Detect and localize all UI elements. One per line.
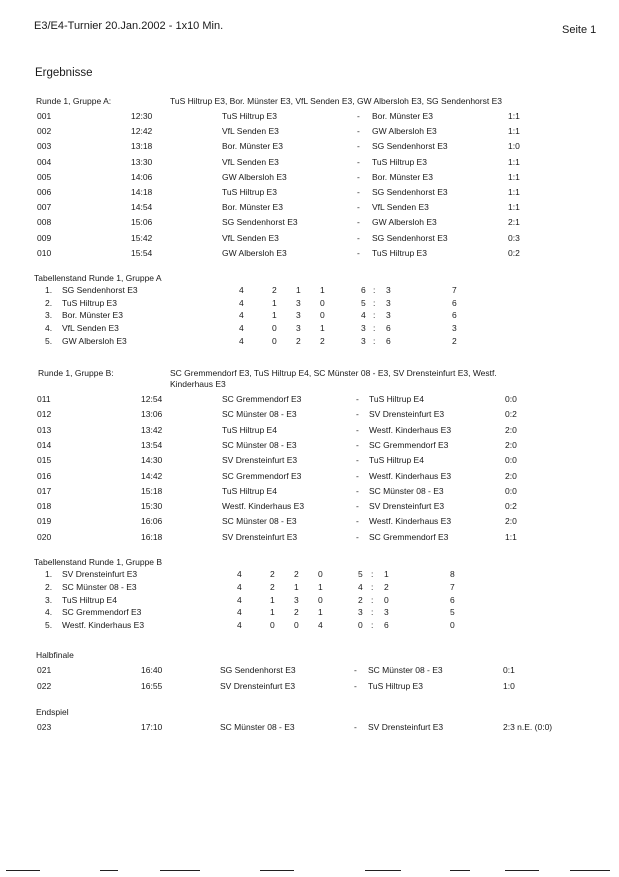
standings-goals-against: 2 bbox=[384, 581, 389, 592]
match-score: 1:1 bbox=[508, 126, 520, 137]
standings-draws: 0 bbox=[294, 620, 299, 631]
match-score: 2:0 bbox=[505, 424, 517, 435]
scan-artifact bbox=[160, 870, 200, 871]
home-team: SV Drensteinfurt E3 bbox=[220, 680, 296, 691]
away-team: TuS Hiltrup E4 bbox=[369, 455, 424, 466]
standings-losses: 1 bbox=[318, 581, 323, 592]
match-row bbox=[0, 111, 619, 125]
standings-wins: 1 bbox=[272, 310, 277, 321]
home-team: Bor. Münster E3 bbox=[222, 202, 283, 213]
match-score: 0:3 bbox=[508, 232, 520, 243]
scan-artifact bbox=[450, 870, 470, 871]
match-row bbox=[0, 187, 619, 201]
away-team: TuS Hiltrup E4 bbox=[369, 394, 424, 404]
standings-row bbox=[0, 620, 619, 634]
standings-rank: 3. bbox=[45, 310, 53, 321]
final-label: Endspiel bbox=[36, 707, 69, 717]
standings-draws: 3 bbox=[296, 323, 301, 334]
match-number: 012 bbox=[37, 409, 52, 420]
scan-artifact bbox=[6, 870, 40, 871]
match-score: 2:3 n.E. (0:0) bbox=[503, 722, 553, 732]
match-row bbox=[0, 233, 619, 247]
standings-points: 6 bbox=[452, 310, 457, 321]
match-number: 009 bbox=[37, 232, 52, 243]
match-separator: - bbox=[354, 722, 357, 732]
match-time: 13:42 bbox=[141, 424, 163, 435]
home-team: SC Münster 08 - E3 bbox=[222, 439, 297, 450]
home-team: VfL Senden E3 bbox=[222, 126, 279, 137]
match-separator: - bbox=[356, 455, 359, 466]
standings-points: 6 bbox=[450, 594, 455, 605]
away-team: SV Drensteinfurt E3 bbox=[368, 722, 444, 732]
away-team: SG Sendenhorst E3 bbox=[372, 141, 448, 152]
match-number: 013 bbox=[37, 424, 52, 435]
standings-goal-separator: : bbox=[371, 607, 374, 618]
standings-team: GW Albersloh E3 bbox=[62, 335, 127, 346]
home-team: SV Drensteinfurt E3 bbox=[222, 455, 298, 466]
match-separator: - bbox=[354, 680, 357, 691]
standings-draws: 3 bbox=[296, 297, 301, 308]
standings-losses: 0 bbox=[318, 569, 323, 579]
match-separator: - bbox=[356, 394, 359, 404]
match-time: 16:06 bbox=[141, 516, 163, 527]
match-row bbox=[0, 202, 619, 216]
match-time: 14:18 bbox=[131, 187, 153, 197]
standings-team: SG Sendenhorst E3 bbox=[62, 285, 138, 295]
away-team: Bor. Münster E3 bbox=[372, 111, 433, 121]
match-score: 0:2 bbox=[505, 501, 517, 512]
standings-goal-separator: : bbox=[373, 323, 376, 334]
match-row bbox=[0, 681, 619, 695]
group-b-teams-line2: Kinderhaus E3 bbox=[170, 379, 226, 389]
match-row bbox=[0, 126, 619, 140]
match-score: 1:1 bbox=[505, 531, 517, 542]
standings-losses: 1 bbox=[318, 607, 323, 618]
standings-wins: 1 bbox=[272, 297, 277, 308]
scan-artifact bbox=[365, 870, 401, 871]
match-score: 1:1 bbox=[508, 202, 520, 213]
home-team: TuS Hiltrup E4 bbox=[222, 485, 277, 496]
match-time: 13:06 bbox=[141, 409, 163, 420]
match-row bbox=[0, 248, 619, 262]
standings-losses: 1 bbox=[320, 285, 325, 295]
match-time: 15:06 bbox=[131, 217, 153, 228]
match-score: 1:1 bbox=[508, 111, 520, 121]
match-time: 14:42 bbox=[141, 470, 163, 481]
standings-team: TuS Hiltrup E3 bbox=[62, 297, 117, 308]
standings-goals-for: 3 bbox=[358, 607, 363, 618]
group-a-label: Runde 1, Gruppe A: bbox=[36, 96, 112, 106]
match-separator: - bbox=[357, 187, 360, 197]
match-score: 0:2 bbox=[505, 409, 517, 420]
standings-goals-for: 5 bbox=[358, 569, 363, 579]
standings-wins: 0 bbox=[272, 323, 277, 334]
document-title: E3/E4-Turnier 20.Jan.2002 - 1x10 Min. bbox=[34, 20, 224, 32]
away-team: SC Münster 08 - E3 bbox=[368, 665, 443, 675]
standings-played: 4 bbox=[237, 607, 242, 618]
standings-played: 4 bbox=[237, 581, 242, 592]
standings-draws: 2 bbox=[294, 569, 299, 579]
away-team: SC Gremmendorf E3 bbox=[369, 531, 449, 542]
standings-goals-against: 3 bbox=[386, 310, 391, 321]
away-team: VfL Senden E3 bbox=[372, 202, 429, 213]
match-separator: - bbox=[354, 665, 357, 675]
match-time: 16:40 bbox=[141, 665, 163, 675]
standings-rank: 1. bbox=[45, 285, 53, 295]
match-time: 15:30 bbox=[141, 501, 163, 512]
match-score: 2:0 bbox=[505, 516, 517, 527]
match-time: 12:42 bbox=[131, 126, 153, 137]
scan-artifact bbox=[260, 870, 294, 871]
match-time: 16:55 bbox=[141, 680, 163, 691]
standings-points: 5 bbox=[450, 607, 455, 618]
home-team: SC Gremmendorf E3 bbox=[222, 470, 302, 481]
standings-points: 7 bbox=[450, 581, 455, 592]
match-separator: - bbox=[356, 516, 359, 527]
home-team: TuS Hiltrup E4 bbox=[222, 424, 277, 435]
match-number: 021 bbox=[37, 665, 52, 675]
match-row bbox=[0, 722, 619, 736]
standings-points: 2 bbox=[452, 335, 457, 346]
match-row bbox=[0, 532, 619, 546]
standings-goal-separator: : bbox=[371, 620, 374, 631]
match-score: 0:0 bbox=[505, 394, 517, 404]
standings-draws: 1 bbox=[294, 581, 299, 592]
standings-played: 4 bbox=[239, 323, 244, 334]
home-team: SC Münster 08 - E3 bbox=[222, 516, 297, 527]
standings-team: SV Drensteinfurt E3 bbox=[62, 569, 138, 579]
standings-team: SC Gremmendorf E3 bbox=[62, 607, 142, 618]
home-team: GW Albersloh E3 bbox=[222, 247, 287, 258]
home-team: SC Münster 08 - E3 bbox=[222, 409, 297, 420]
match-number: 022 bbox=[37, 680, 52, 691]
away-team: Westf. Kinderhaus E3 bbox=[369, 424, 452, 435]
match-row bbox=[0, 157, 619, 171]
match-number: 001 bbox=[37, 111, 52, 121]
away-team: SC Gremmendorf E3 bbox=[369, 439, 449, 450]
standings-draws: 1 bbox=[296, 285, 301, 295]
match-score: 0:0 bbox=[505, 455, 517, 466]
standings-goal-separator: : bbox=[371, 569, 374, 579]
away-team: GW Albersloh E3 bbox=[372, 126, 437, 137]
match-score: 2:0 bbox=[505, 439, 517, 450]
match-number: 018 bbox=[37, 501, 52, 512]
standings-wins: 2 bbox=[270, 569, 275, 579]
standings-played: 4 bbox=[237, 594, 242, 605]
standings-goals-against: 3 bbox=[384, 607, 389, 618]
standings-goals-for: 0 bbox=[358, 620, 363, 631]
standings-wins: 2 bbox=[270, 581, 275, 592]
standings-draws: 2 bbox=[294, 607, 299, 618]
home-team: SG Sendenhorst E3 bbox=[220, 665, 296, 675]
standings-rank: 5. bbox=[45, 620, 53, 631]
match-row bbox=[0, 394, 619, 408]
match-time: 14:54 bbox=[131, 202, 153, 213]
away-team: TuS Hiltrup E3 bbox=[372, 156, 427, 167]
standings-losses: 0 bbox=[318, 594, 323, 605]
match-time: 13:30 bbox=[131, 156, 153, 167]
match-number: 015 bbox=[37, 455, 52, 466]
standings-goals-against: 6 bbox=[384, 620, 389, 631]
standings-goal-separator: : bbox=[371, 594, 374, 605]
home-team: SV Drensteinfurt E3 bbox=[222, 531, 298, 542]
away-team: Bor. Münster E3 bbox=[372, 171, 433, 182]
standings-team: Bor. Münster E3 bbox=[62, 310, 123, 321]
standings-goal-separator: : bbox=[373, 335, 376, 346]
match-time: 14:30 bbox=[141, 455, 163, 466]
standings-played: 4 bbox=[239, 310, 244, 321]
match-row bbox=[0, 141, 619, 155]
away-team: SV Drensteinfurt E3 bbox=[369, 409, 445, 420]
standings-played: 4 bbox=[239, 285, 244, 295]
match-score: 2:0 bbox=[505, 470, 517, 481]
standings-goal-separator: : bbox=[373, 285, 376, 295]
standings-team: Westf. Kinderhaus E3 bbox=[62, 620, 145, 631]
match-separator: - bbox=[356, 424, 359, 435]
away-team: TuS Hiltrup E3 bbox=[368, 680, 423, 691]
standings-goals-for: 6 bbox=[361, 285, 366, 295]
match-separator: - bbox=[356, 409, 359, 420]
away-team: SG Sendenhorst E3 bbox=[372, 187, 448, 197]
standings-wins: 2 bbox=[272, 285, 277, 295]
match-separator: - bbox=[357, 232, 360, 243]
scan-artifact bbox=[505, 870, 539, 871]
standings-goals-against: 3 bbox=[386, 285, 391, 295]
match-time: 15:42 bbox=[131, 232, 153, 243]
match-row bbox=[0, 172, 619, 186]
match-score: 1:0 bbox=[503, 680, 515, 691]
match-row bbox=[0, 425, 619, 439]
home-team: SC Gremmendorf E3 bbox=[222, 394, 302, 404]
standings-points: 6 bbox=[452, 297, 457, 308]
match-separator: - bbox=[356, 501, 359, 512]
standings-played: 4 bbox=[237, 569, 242, 579]
standings-rank: 4. bbox=[45, 323, 53, 334]
standings-draws: 3 bbox=[294, 594, 299, 605]
match-separator: - bbox=[357, 247, 360, 258]
match-number: 014 bbox=[37, 439, 52, 450]
match-time: 16:18 bbox=[141, 531, 163, 542]
match-number: 017 bbox=[37, 485, 52, 496]
standings-rank: 4. bbox=[45, 607, 53, 618]
match-row bbox=[0, 501, 619, 515]
standings-losses: 0 bbox=[320, 297, 325, 308]
match-score: 2:1 bbox=[508, 217, 520, 228]
match-time: 13:18 bbox=[131, 141, 153, 152]
group-a-table-title: Tabellenstand Runde 1, Gruppe A bbox=[34, 273, 162, 283]
standings-goals-for: 5 bbox=[361, 297, 366, 308]
home-team: GW Albersloh E3 bbox=[222, 171, 287, 182]
match-score: 0:2 bbox=[508, 247, 520, 258]
standings-goal-separator: : bbox=[373, 310, 376, 321]
away-team: Westf. Kinderhaus E3 bbox=[369, 516, 452, 527]
page-number: Seite 1 bbox=[562, 24, 597, 36]
match-number: 011 bbox=[37, 394, 51, 404]
standings-points: 7 bbox=[452, 285, 457, 295]
match-number: 019 bbox=[37, 516, 52, 527]
standings-goals-for: 4 bbox=[361, 310, 366, 321]
match-row bbox=[0, 471, 619, 485]
match-separator: - bbox=[356, 470, 359, 481]
standings-goal-separator: : bbox=[373, 297, 376, 308]
away-team: GW Albersloh E3 bbox=[372, 217, 437, 228]
match-number: 016 bbox=[37, 470, 52, 481]
standings-wins: 1 bbox=[270, 594, 275, 605]
home-team: Bor. Münster E3 bbox=[222, 141, 283, 152]
standings-wins: 0 bbox=[270, 620, 275, 631]
standings-draws: 3 bbox=[296, 310, 301, 321]
away-team: TuS Hiltrup E3 bbox=[372, 247, 427, 258]
match-row bbox=[0, 516, 619, 530]
match-separator: - bbox=[357, 156, 360, 167]
match-time: 17:10 bbox=[141, 722, 163, 732]
match-number: 006 bbox=[37, 187, 52, 197]
match-time: 15:54 bbox=[131, 247, 153, 258]
match-time: 12:30 bbox=[131, 111, 153, 121]
standings-goals-against: 6 bbox=[386, 335, 391, 346]
standings-rank: 3. bbox=[45, 594, 53, 605]
standings-goals-against: 0 bbox=[384, 594, 389, 605]
match-number: 007 bbox=[37, 202, 52, 213]
match-separator: - bbox=[357, 217, 360, 228]
match-number: 004 bbox=[37, 156, 52, 167]
group-b-label: Runde 1, Gruppe B: bbox=[38, 368, 114, 378]
group-b-table-title: Tabellenstand Runde 1, Gruppe B bbox=[34, 557, 163, 567]
standings-losses: 1 bbox=[320, 323, 325, 334]
standings-wins: 0 bbox=[272, 335, 277, 346]
standings-team: SC Münster 08 - E3 bbox=[62, 581, 137, 592]
match-number: 023 bbox=[37, 722, 52, 732]
standings-goals-for: 3 bbox=[361, 335, 366, 346]
home-team: TuS Hiltrup E3 bbox=[222, 187, 277, 197]
match-time: 13:54 bbox=[141, 439, 163, 450]
match-separator: - bbox=[356, 531, 359, 542]
match-score: 0:1 bbox=[503, 665, 515, 675]
match-time: 14:06 bbox=[131, 171, 153, 182]
home-team: SG Sendenhorst E3 bbox=[222, 217, 298, 228]
match-row bbox=[0, 665, 619, 679]
standings-row bbox=[0, 336, 619, 350]
match-time: 15:18 bbox=[141, 485, 163, 496]
away-team: SC Münster 08 - E3 bbox=[369, 485, 444, 496]
match-separator: - bbox=[356, 439, 359, 450]
match-separator: - bbox=[357, 171, 360, 182]
standings-wins: 1 bbox=[270, 607, 275, 618]
home-team: TuS Hiltrup E3 bbox=[222, 111, 277, 121]
match-separator: - bbox=[356, 485, 359, 496]
match-row bbox=[0, 486, 619, 500]
match-number: 008 bbox=[37, 217, 52, 228]
home-team: VfL Senden E3 bbox=[222, 232, 279, 243]
home-team: SC Münster 08 - E3 bbox=[220, 722, 295, 732]
match-row bbox=[0, 455, 619, 469]
match-score: 0:0 bbox=[505, 485, 517, 496]
standings-goal-separator: : bbox=[371, 581, 374, 592]
standings-losses: 2 bbox=[320, 335, 325, 346]
standings-played: 4 bbox=[239, 335, 244, 346]
match-separator: - bbox=[357, 202, 360, 213]
group-b-teams-line1: SC Gremmendorf E3, TuS Hiltrup E4, SC Münster 08 - E3, SV Drensteinfurt E3, Westf. bbox=[170, 368, 497, 378]
standings-points: 8 bbox=[450, 569, 455, 579]
away-team: Westf. Kinderhaus E3 bbox=[369, 470, 452, 481]
standings-rank: 5. bbox=[45, 335, 53, 346]
standings-rank: 2. bbox=[45, 581, 53, 592]
semifinal-label: Halbfinale bbox=[36, 650, 74, 660]
scan-artifact bbox=[100, 870, 118, 871]
match-row bbox=[0, 217, 619, 231]
match-score: 1:1 bbox=[508, 156, 520, 167]
standings-team: TuS Hiltrup E4 bbox=[62, 594, 117, 605]
standings-goals-for: 2 bbox=[358, 594, 363, 605]
standings-points: 3 bbox=[452, 323, 457, 334]
match-number: 010 bbox=[37, 247, 52, 258]
standings-rank: 1. bbox=[45, 569, 53, 579]
standings-played: 4 bbox=[239, 297, 244, 308]
section-title: Ergebnisse bbox=[35, 67, 93, 79]
scan-artifact bbox=[570, 870, 610, 871]
match-row bbox=[0, 409, 619, 423]
home-team: Westf. Kinderhaus E3 bbox=[222, 501, 305, 512]
match-separator: - bbox=[357, 126, 360, 137]
standings-team: VfL Senden E3 bbox=[62, 323, 119, 334]
standings-played: 4 bbox=[237, 620, 242, 631]
match-time: 12:54 bbox=[141, 394, 163, 404]
standings-goals-against: 6 bbox=[386, 323, 391, 334]
away-team: SG Sendenhorst E3 bbox=[372, 232, 448, 243]
standings-rank: 2. bbox=[45, 297, 53, 308]
match-number: 003 bbox=[37, 141, 52, 152]
match-separator: - bbox=[357, 141, 360, 152]
match-number: 020 bbox=[37, 531, 52, 542]
standings-losses: 0 bbox=[320, 310, 325, 321]
standings-draws: 2 bbox=[296, 335, 301, 346]
standings-goals-against: 1 bbox=[384, 569, 389, 579]
standings-losses: 4 bbox=[318, 620, 323, 631]
match-number: 005 bbox=[37, 171, 52, 182]
standings-goals-for: 3 bbox=[361, 323, 366, 334]
match-number: 002 bbox=[37, 126, 52, 137]
standings-points: 0 bbox=[450, 620, 455, 631]
standings-goals-against: 3 bbox=[386, 297, 391, 308]
match-score: 1:1 bbox=[508, 187, 520, 197]
home-team: VfL Senden E3 bbox=[222, 156, 279, 167]
away-team: SV Drensteinfurt E3 bbox=[369, 501, 445, 512]
match-row bbox=[0, 440, 619, 454]
match-score: 1:0 bbox=[508, 141, 520, 152]
match-separator: - bbox=[357, 111, 360, 121]
match-score: 1:1 bbox=[508, 171, 520, 182]
standings-goals-for: 4 bbox=[358, 581, 363, 592]
group-a-teams: TuS Hiltrup E3, Bor. Münster E3, VfL Senden E3, GW Albersloh E3, SG Sendenhorst E3 bbox=[170, 96, 502, 106]
